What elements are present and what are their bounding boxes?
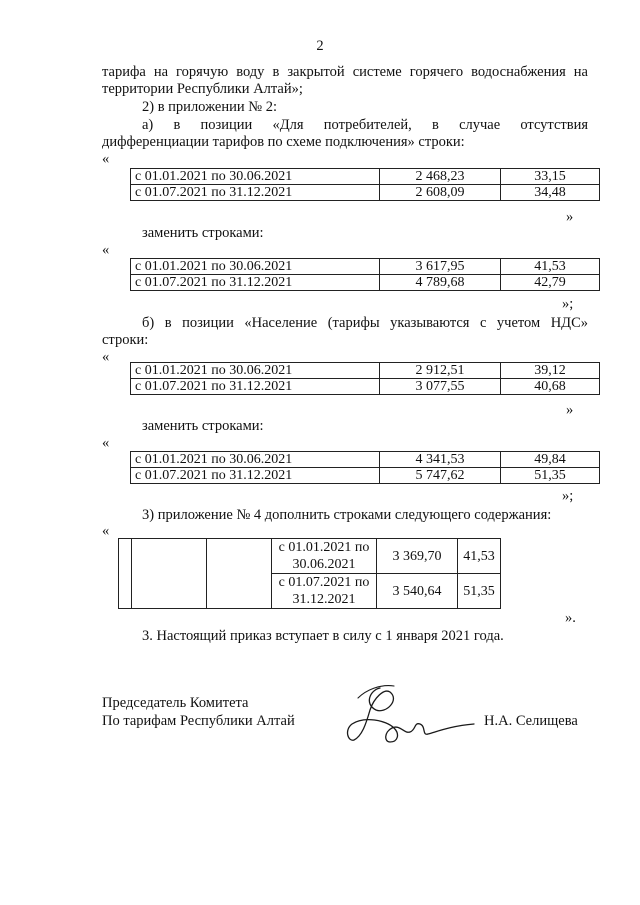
tariff-cell: 2 608,09 bbox=[380, 185, 501, 201]
table-appendix-4 bbox=[118, 538, 501, 609]
item-3-heading: 3) приложение № 4 дополнить строками следующего содержания: bbox=[142, 507, 552, 523]
item-2-heading: 2) в приложении № 2: bbox=[142, 99, 277, 115]
close-quote-3: » bbox=[566, 402, 574, 418]
tariff-cell: 4 789,68 bbox=[380, 275, 501, 291]
close-quote-2: »; bbox=[562, 296, 574, 312]
empty-cell bbox=[207, 539, 272, 609]
period-cell: с 01.07.2021 по 31.12.2021 bbox=[131, 379, 380, 395]
value-cell: 34,48 bbox=[501, 185, 600, 201]
open-quote-1: « bbox=[102, 151, 110, 167]
table-replacement-1 bbox=[130, 258, 600, 291]
replace-label-2: заменить строками: bbox=[142, 418, 264, 434]
table-row bbox=[131, 468, 600, 484]
period-cell: с 01.07.2021 по 31.12.2021 bbox=[131, 275, 380, 291]
value-cell: 49,84 bbox=[501, 452, 600, 468]
table-row bbox=[131, 169, 600, 185]
value-cell: 33,15 bbox=[501, 169, 600, 185]
item-2b-line-2: строки: bbox=[102, 332, 149, 348]
table-row bbox=[131, 259, 600, 275]
period-cell: с 01.01.2021 по 30.06.2021 bbox=[131, 363, 380, 379]
period-cell: с 01.07.2021 по 31.12.2021 bbox=[272, 574, 377, 609]
empty-cell bbox=[132, 539, 207, 609]
tariff-cell: 4 341,53 bbox=[380, 452, 501, 468]
page-number: 2 bbox=[316, 38, 324, 54]
item-2a-line-1: а) в позиции «Для потребителей, в случае отсутствия bbox=[142, 117, 588, 133]
table-row bbox=[131, 452, 600, 468]
close-quote-1: » bbox=[566, 209, 574, 225]
value-cell: 51,35 bbox=[458, 574, 501, 609]
value-cell: 39,12 bbox=[501, 363, 600, 379]
period-cell: с 01.07.2021 по 31.12.2021 bbox=[131, 185, 380, 201]
table-original-1 bbox=[130, 168, 600, 201]
table-replacement-2 bbox=[130, 451, 600, 484]
value-cell: 41,53 bbox=[458, 539, 501, 574]
table-original-2 bbox=[130, 362, 600, 395]
close-quote-5: ». bbox=[565, 610, 576, 626]
value-cell: 41,53 bbox=[501, 259, 600, 275]
tariff-cell: 3 617,95 bbox=[380, 259, 501, 275]
signatory-title-line-1: Председатель Комитета bbox=[102, 695, 249, 711]
open-quote-4: « bbox=[102, 435, 110, 451]
item-2b-line-1: б) в позиции «Население (тарифы указываются с учетом НДС» bbox=[142, 315, 588, 331]
table-row bbox=[131, 185, 600, 201]
table-row bbox=[131, 275, 600, 291]
period-cell: с 01.07.2021 по 31.12.2021 bbox=[131, 468, 380, 484]
empty-cell bbox=[119, 539, 132, 609]
period-cell: с 01.01.2021 по 30.06.2021 bbox=[272, 539, 377, 574]
replace-label-1: заменить строками: bbox=[142, 225, 264, 241]
value-cell: 40,68 bbox=[501, 379, 600, 395]
period-cell: с 01.01.2021 по 30.06.2021 bbox=[131, 169, 380, 185]
close-quote-4: »; bbox=[562, 488, 574, 504]
intro-line-2: территории Республики Алтай»; bbox=[102, 81, 303, 97]
tariff-cell: 3 540,64 bbox=[377, 574, 458, 609]
open-quote-2: « bbox=[102, 242, 110, 258]
tariff-cell: 2 912,51 bbox=[380, 363, 501, 379]
period-cell: с 01.01.2021 по 30.06.2021 bbox=[131, 452, 380, 468]
table-row bbox=[119, 539, 501, 574]
table-row bbox=[131, 379, 600, 395]
open-quote-3: « bbox=[102, 349, 110, 365]
table-row bbox=[131, 363, 600, 379]
signatory-title-line-2: По тарифам Республики Алтай bbox=[102, 713, 295, 729]
period-cell: с 01.01.2021 по 30.06.2021 bbox=[131, 259, 380, 275]
tariff-cell: 3 077,55 bbox=[380, 379, 501, 395]
intro-line-1: тарифа на горячую воду в закрытой системе горячего водоснабжения на bbox=[102, 64, 588, 80]
value-cell: 42,79 bbox=[501, 275, 600, 291]
tariff-cell: 3 369,70 bbox=[377, 539, 458, 574]
open-quote-5: « bbox=[102, 523, 110, 539]
signatory-name: Н.А. Селищева bbox=[484, 713, 578, 729]
value-cell: 51,35 bbox=[501, 468, 600, 484]
item-2a-line-2: дифференциации тарифов по схеме подключения» строки: bbox=[102, 134, 465, 150]
tariff-cell: 5 747,62 bbox=[380, 468, 501, 484]
handwritten-signature bbox=[340, 680, 480, 750]
tariff-cell: 2 468,23 bbox=[380, 169, 501, 185]
final-clause: 3. Настоящий приказ вступает в силу с 1 января 2021 года. bbox=[142, 628, 504, 644]
